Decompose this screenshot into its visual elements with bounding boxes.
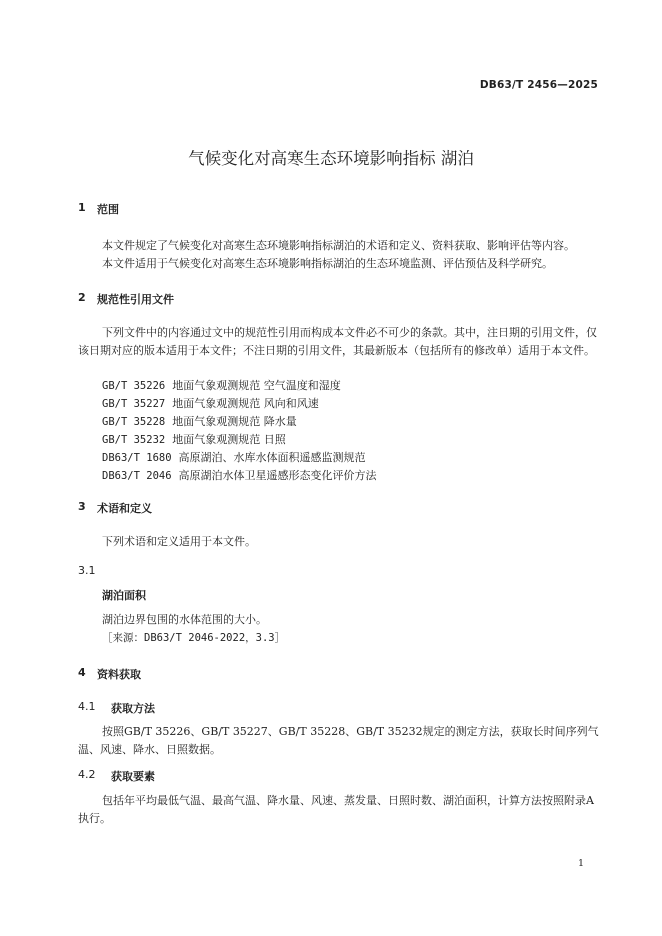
- section-number: 4: [78, 666, 86, 679]
- term-number: 3.1: [78, 564, 96, 577]
- paragraph: 下列术语和定义适用于本文件。: [102, 535, 256, 548]
- paragraph: 本文件规定了气候变化对高寒生态环境影响指标湖泊的术语和定义、资料获取、影响评估等内容。: [102, 239, 575, 252]
- section-number: 1: [78, 201, 86, 214]
- section-number: 2: [78, 291, 86, 304]
- reference-item: DB63/T 1680 高原湖泊、水库水体面积遥感监测规范: [102, 451, 366, 464]
- section-title: 范围: [97, 203, 119, 216]
- term-definition: 湖泊边界包围的水体范围的大小。: [102, 613, 267, 626]
- term-source: ［来源：DB63/T 2046-2022，3.3］: [102, 632, 286, 644]
- section-title: 资料获取: [97, 668, 141, 681]
- subsection-title: 获取要素: [111, 770, 155, 783]
- subsection-title: 获取方法: [111, 702, 155, 715]
- paragraph: 按照GB/T 35226、GB/T 35227、GB/T 35228、GB/T 35232规定的测定方法，获取长时间序列气温、风速、降水、日照数据。: [78, 725, 599, 756]
- paragraph: 本文件适用于气候变化对高寒生态环境影响指标湖泊的生态环境监测、评估预估及科学研究。: [102, 257, 553, 270]
- section-1-heading: [78, 201, 119, 217]
- section-title: 规范性引用文件: [97, 293, 174, 306]
- section-3-heading: [78, 500, 152, 516]
- paragraph: 下列文件中的内容通过文中的规范性引用而构成本文件必不可少的条款。其中，注日期的引用文件，仅该日期对应的版本适用于本文件；不注日期的引用文件，其最新版本（包括所有的修改单）适用于本文件。: [78, 326, 597, 357]
- subsection-number: 4.1: [78, 700, 96, 713]
- reference-item: GB/T 35227 地面气象观测规范 风向和风速: [102, 397, 319, 410]
- subsection-4-2-heading: [78, 768, 155, 784]
- reference-item: GB/T 35226 地面气象观测规范 空气温度和湿度: [102, 379, 341, 392]
- reference-list: [102, 377, 377, 485]
- document-number: DB63/T 2456—2025: [479, 79, 598, 91]
- term-name: 湖泊面积: [102, 589, 146, 602]
- section-number: 3: [78, 500, 86, 513]
- paragraph: 包括年平均最低气温、最高气温、降水量、风速、蒸发量、日照时数、湖泊面积，计算方法按照附录A执行。: [78, 794, 594, 825]
- section-4-heading: [78, 666, 141, 682]
- section-2-heading: [78, 291, 174, 307]
- reference-item: GB/T 35232 地面气象观测规范 日照: [102, 433, 286, 446]
- section-title: 术语和定义: [97, 502, 152, 515]
- reference-item: DB63/T 2046 高原湖泊水体卫星遥感形态变化评价方法: [102, 469, 377, 482]
- page-title: 气候变化对高寒生态环境影响指标 湖泊: [188, 149, 474, 168]
- subsection-4-1-heading: [78, 700, 155, 716]
- page-number: 1: [577, 858, 584, 869]
- subsection-number: 4.2: [78, 768, 96, 781]
- reference-item: GB/T 35228 地面气象观测规范 降水量: [102, 415, 297, 428]
